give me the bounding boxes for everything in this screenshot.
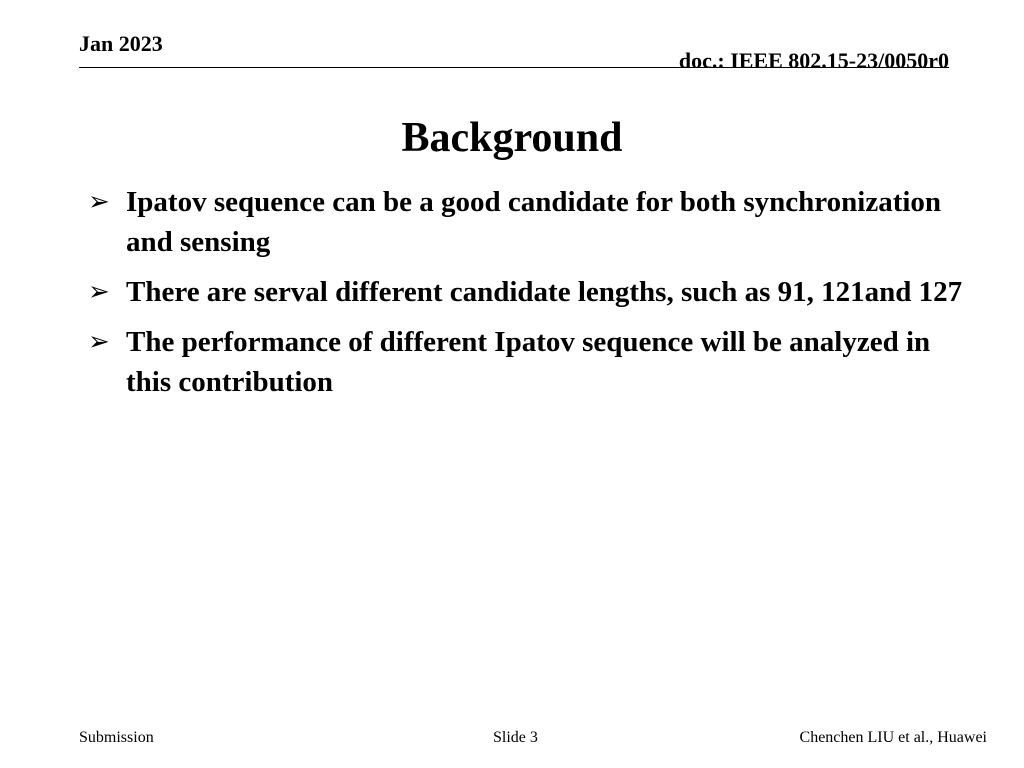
header-date: Jan 2023 — [79, 31, 163, 56]
bullet-list — [88, 182, 968, 412]
bullet-text: Ipatov sequence can be a good candidate for both synchronization and sensing — [126, 186, 942, 258]
arrowhead-bullet-icon: ➢ — [88, 187, 110, 217]
bullet-item — [88, 272, 968, 312]
slide-title: Background — [401, 115, 623, 161]
arrowhead-bullet-icon: ➢ — [88, 277, 110, 307]
bullet-text: The performance of different Ipatov sequence will be analyzed in this contribution — [126, 326, 931, 398]
bullet-text: There are serval different candidate lengths, such as 91, 121and 127 — [126, 276, 963, 308]
header-divider — [79, 67, 949, 68]
footer-slide-number: Slide 3 — [493, 729, 538, 746]
header-doc-id: doc.: IEEE 802.15-23/0050r0 — [678, 48, 949, 73]
footer-author: Chenchen LIU et al., Huawei — [799, 729, 987, 746]
arrowhead-bullet-icon: ➢ — [88, 327, 110, 357]
bullet-item — [88, 322, 968, 402]
bullet-item — [88, 182, 968, 262]
footer-submission: Submission — [79, 729, 154, 746]
